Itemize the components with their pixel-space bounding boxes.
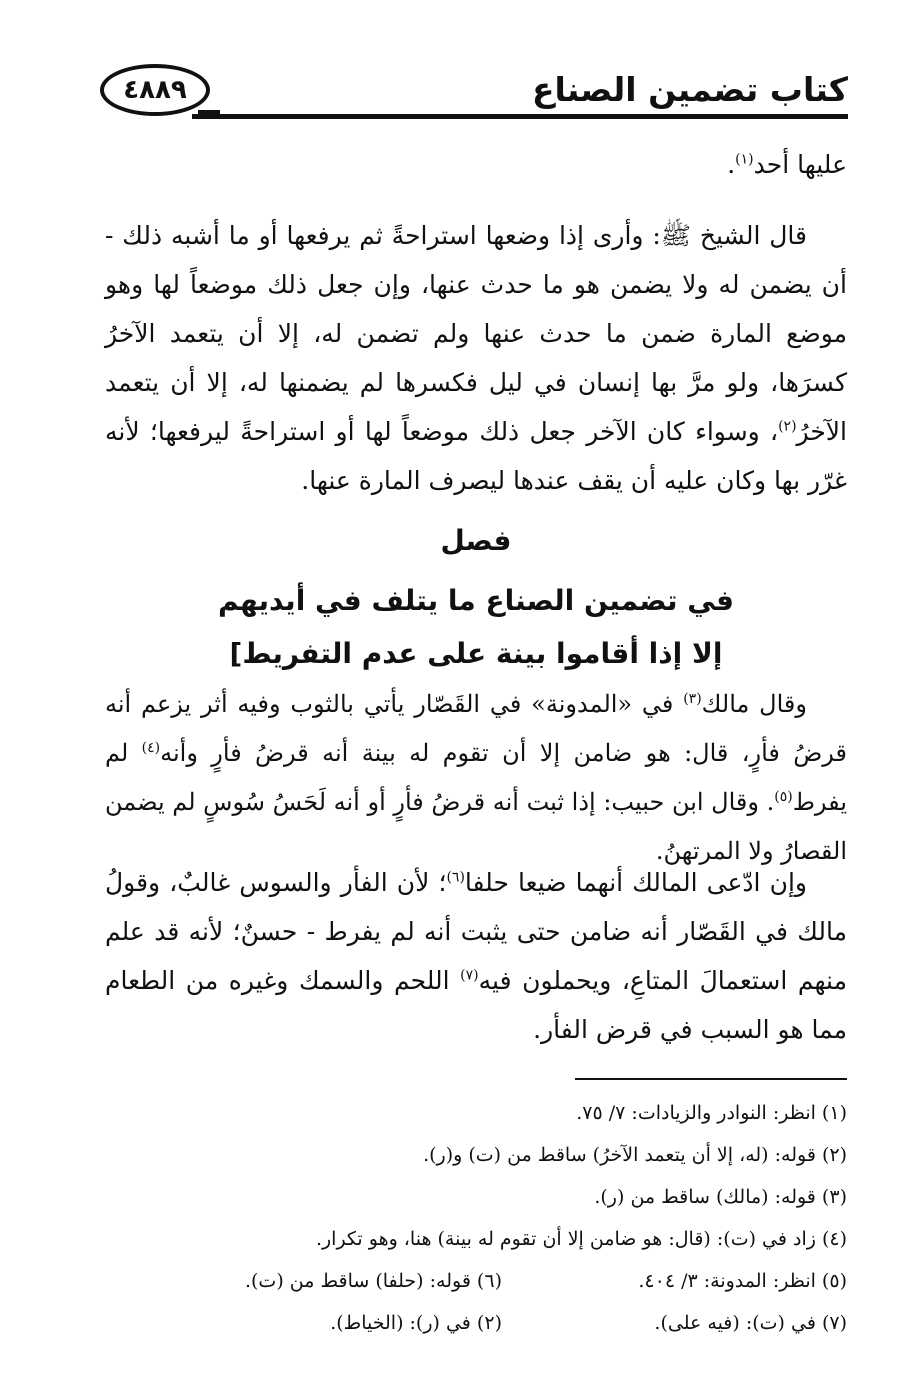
paragraph-3-text-d: . وقال ابن حبيب: إذا ثبت أنه قرضُ فأرٍ أو أنه لَحَسُ سُوسٍ لم يضمن القصارُ ولا المرتهنُ. <box>104 788 847 865</box>
paragraph-4-text-a: وإن ادّعى المالك أنهما ضيعا حلفا <box>464 868 807 897</box>
footnote-7: (٧) في (ت): (فيه على). <box>654 1312 847 1334</box>
footnote-ref-2: (٢) <box>778 418 797 435</box>
footnote-ref-4: (٤) <box>141 740 161 756</box>
footnote-8: (٢) في (ر): (الخياط). <box>330 1312 502 1334</box>
footnote-ref-1: (١) <box>735 151 754 168</box>
section-heading-fasl: فصل <box>440 524 512 557</box>
footnote-5: (٥) انظر: المدونة: ٣/ ٤٠٤. <box>638 1270 847 1292</box>
footnotes <box>105 1092 847 1344</box>
paragraph-owner-claim <box>105 858 847 1054</box>
footnote-row-7-8 <box>105 1302 847 1344</box>
section-heading-subtitle: إلا إذا أقاموا بينة على عدم التفريط] <box>229 637 723 670</box>
footnote-6: (٦) قوله: (حلفا) ساقط من (ت). <box>244 1270 502 1292</box>
book-title: كتاب تضمين الصناع <box>531 70 848 109</box>
page-header <box>100 62 848 124</box>
paragraph-sheikh <box>105 211 847 505</box>
footnote-2: (٢) قوله: (له، إلا أن يتعمد الآخرُ) ساقط من (ت) و(ر). <box>423 1144 847 1166</box>
paragraph-3-text-c: لم يفرط <box>105 739 847 816</box>
paragraph-1-text: عليها أحد <box>753 150 847 179</box>
footnote-row-5-6 <box>105 1260 847 1302</box>
paragraph-1-end: . <box>727 150 736 179</box>
footnote-1: (١) انظر: النوادر والزيادات: ٧/ ٧٥. <box>576 1102 847 1124</box>
paragraph-2-text-b: ، وسواء كان الآخر جعل ذلك موضعاً لها أو استراحةً ليرفعها؛ لأنه غرّر بها وكان عليه أن يقف عندها ليصرف المارة عنها. <box>105 417 847 495</box>
footnote-ref-7: (٧) <box>460 967 479 984</box>
paragraph-continuation <box>105 140 847 189</box>
page-number-badge: ٤٨٨٩ <box>100 64 210 116</box>
header-rule <box>192 114 848 119</box>
paragraph-malik <box>105 680 847 876</box>
paragraph-4-text-b: ؛ لأن الفأر والسوس غالبٌ، وقولُ مالك في القَصّار أنه ضامن حتى يثبت أنه لم يفرط - حسنٌ؛ لأنه قد علم منهم استعمالَ المتاعِ، ويحملون فيه <box>105 868 847 995</box>
paragraph-3-text-a: وقال مالك <box>701 690 807 718</box>
paragraph-3-text-b: في «المدونة» في القَصّار يأتي بالثوب وفيه أثر يزعم أنه قرضُ فأرٍ، قال: هو ضامن إلا أن تقوم له بينة أنه قرضُ فأرٍ وأنه <box>105 690 847 767</box>
paragraph-4-text-c: اللحم والسمك وغيره من الطعام مما هو السبب في قرض الفأر. <box>105 966 847 1044</box>
footnote-ref-6: (٦) <box>446 869 465 886</box>
footnote-4: (٤) زاد في (ت): (قال: هو ضامن إلا أن تقوم له بينة) هنا، وهو تكرار. <box>315 1228 847 1250</box>
footnote-ref-3: (٣) <box>683 691 702 707</box>
paragraph-2-text-a: قال الشيخ ﷺ: وأرى إذا وضعها استراحةً ثم يرفعها أو ما أشبه ذلك - أن يضمن له ولا يضمن هو ما حدث عنها، وإن جعل ذلك موضعاً لها وهو موضع المارة ضمن ما حدث عنها ولم تضمن له، إلا أن يتعمد الآخرُ كسرَها، ولو مرَّ بها إنسان في ليل فكسرها لم يضمنها له، إلا أن يتعمد الآخرُ <box>105 221 847 446</box>
section-heading-title: في تضمين الصناع ما يتلف في أيديهم <box>218 584 734 617</box>
footnote-separator <box>575 1078 847 1080</box>
footnote-3: (٣) قوله: (مالك) ساقط من (ر). <box>594 1186 847 1208</box>
footnote-ref-5: (٥) <box>774 789 793 805</box>
